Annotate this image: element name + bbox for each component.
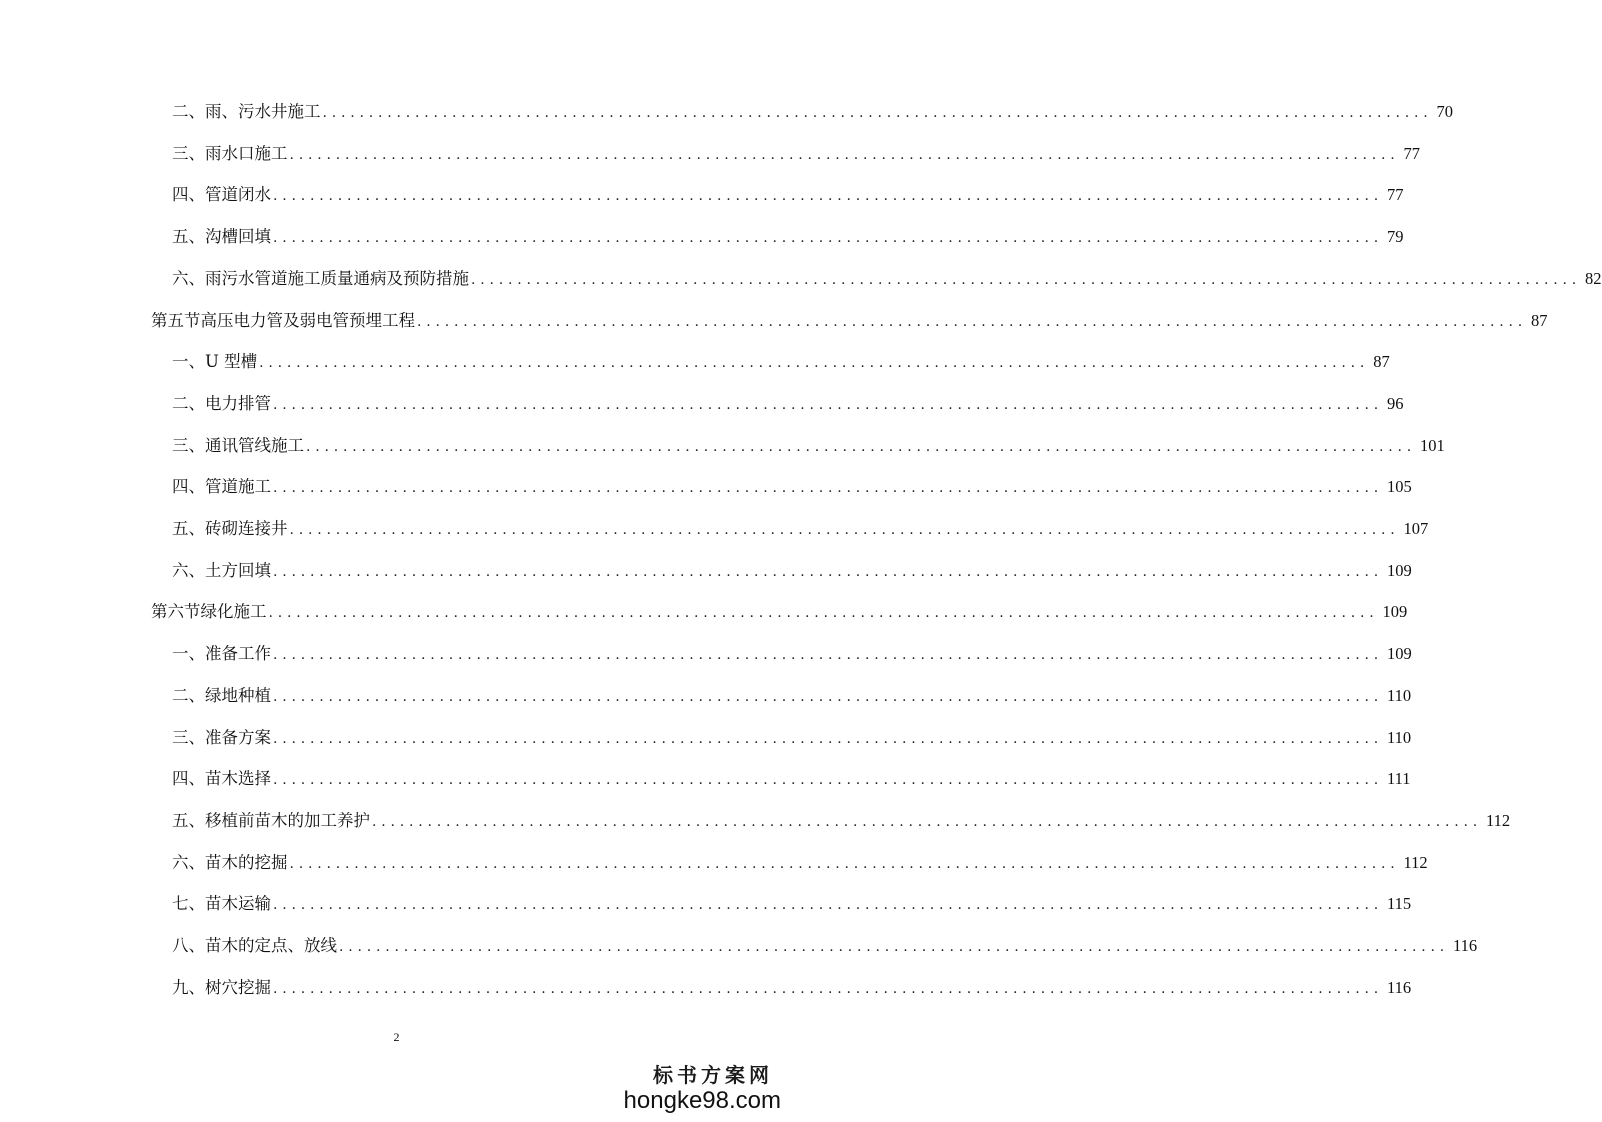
toc-leader-dots: ........................................................................................................................ <box>306 438 1417 455</box>
toc-entry-title: 二、绿地种植 <box>172 685 271 705</box>
toc-entry-page: 87 <box>1531 310 1548 330</box>
toc-entry-title: 第六节绿化施工 <box>151 602 267 622</box>
toc-entry-title: 九、树穴挖掘 <box>172 977 271 997</box>
toc-entry-page: 109 <box>1387 644 1412 664</box>
toc-leader-dots: ........................................................................................................................ <box>471 271 1582 288</box>
toc-entry-title: 三、通讯管线施工 <box>172 435 304 455</box>
toc-leader-dots: ........................................................................................................................ <box>273 897 1384 914</box>
toc-entry-title: 三、准备方案 <box>172 727 271 747</box>
watermark-url: hongke98.com <box>623 1087 781 1114</box>
toc-entry[interactable] <box>172 476 1412 499</box>
toc-leader-dots: ........................................................................................................................ <box>273 772 1384 789</box>
toc-leader-dots: ........................................................................................................................ <box>259 355 1370 372</box>
toc-leader-dots: ........................................................................................................................ <box>273 188 1384 205</box>
toc-entry[interactable] <box>172 852 1428 875</box>
toc-entry[interactable] <box>151 310 1548 333</box>
toc-entry-title: 六、土方回填 <box>172 560 271 580</box>
toc-entry-page: 109 <box>1387 560 1412 580</box>
toc-entry-page: 82 <box>1585 268 1602 288</box>
toc-entry[interactable] <box>172 768 1411 791</box>
toc-entry[interactable] <box>172 226 1404 249</box>
toc-leader-dots: ........................................................................................................................ <box>289 146 1400 163</box>
toc-entry-page: 77 <box>1387 185 1404 205</box>
toc-leader-dots: ........................................................................................................................ <box>273 980 1384 997</box>
toc-leader-dots: ........................................................................................................................ <box>268 605 1379 622</box>
toc-entry-page: 79 <box>1387 227 1404 247</box>
toc-entry-page: 111 <box>1387 769 1411 789</box>
toc-leader-dots: ........................................................................................................................ <box>289 855 1400 872</box>
toc-leader-dots: ........................................................................................................................ <box>417 313 1528 330</box>
toc-entry[interactable] <box>172 893 1412 916</box>
toc-entry-title: 三、雨水口施工 <box>172 143 288 163</box>
toc-entry-page: 115 <box>1387 894 1412 914</box>
toc-entry-title: 四、苗木选择 <box>172 769 271 789</box>
toc-entry-title: 二、电力排管 <box>172 393 271 413</box>
toc-entry[interactable] <box>151 601 1408 624</box>
toc-entry-page: 107 <box>1403 519 1429 538</box>
toc-entry-title: 四、管道施工 <box>172 477 271 497</box>
page-number: 2 <box>393 1030 400 1044</box>
toc-leader-dots: ........................................................................................................................ <box>372 813 1483 830</box>
toc-entry-page: 112 <box>1486 810 1511 830</box>
toc-entry[interactable] <box>172 143 1421 166</box>
toc-entry-page: 110 <box>1387 685 1412 705</box>
toc-entry[interactable] <box>172 518 1429 541</box>
toc-entry-page: 112 <box>1403 852 1428 872</box>
toc-entry[interactable] <box>172 935 1478 958</box>
toc-entry[interactable] <box>172 101 1454 124</box>
watermark <box>624 1059 781 1114</box>
toc-entry-page: 70 <box>1436 102 1454 121</box>
toc-entry-title: 六、苗木的挖掘 <box>172 852 288 872</box>
toc-entry-page: 96 <box>1387 393 1404 413</box>
toc-leader-dots: ........................................................................................................................ <box>273 480 1384 497</box>
toc-leader-dots: ........................................................................................................................ <box>273 647 1384 664</box>
toc-entry[interactable] <box>172 977 1412 1000</box>
toc-entry[interactable] <box>172 351 1390 374</box>
toc-entry-title: 四、管道闭水 <box>172 185 271 205</box>
toc-entry[interactable] <box>172 560 1412 583</box>
toc-entry-title: 五、砖砌连接井 <box>172 519 288 538</box>
toc-leader-dots: ........................................................................................................................ <box>273 563 1384 580</box>
toc-entry-title: 二、雨、污水井施工 <box>172 102 321 121</box>
toc-leader-dots: ........................................................................................................................ <box>273 688 1384 705</box>
toc-entry-page: 116 <box>1453 936 1478 955</box>
toc-entry-page: 77 <box>1403 143 1421 163</box>
toc-entry-page: 110 <box>1387 727 1412 747</box>
toc-entry-page: 105 <box>1387 477 1412 497</box>
toc-entry[interactable] <box>172 685 1412 708</box>
toc-entry-title: 八、苗木的定点、放线 <box>172 936 337 955</box>
toc-entry-page: 109 <box>1382 602 1408 622</box>
toc-entry[interactable] <box>172 184 1404 207</box>
toc-leader-dots: ........................................................................................................................ <box>289 522 1400 538</box>
watermark-name: 标书方案网 <box>653 1063 773 1087</box>
toc-entry[interactable] <box>172 435 1445 458</box>
toc-entry[interactable] <box>172 268 1602 291</box>
toc-leader-dots: ........................................................................................................................ <box>339 939 1450 955</box>
toc-leader-dots: ........................................................................................................................ <box>322 105 1433 121</box>
toc-entry-page: 87 <box>1373 352 1390 372</box>
toc-leader-dots: ........................................................................................................................ <box>273 396 1384 413</box>
toc-entry-title: 一、准备工作 <box>172 644 271 664</box>
toc-entry-title: 五、沟槽回填 <box>172 227 271 247</box>
toc-entry-title: 六、雨污水管道施工质量通病及预防措施 <box>172 268 469 288</box>
toc-entry-page: 101 <box>1420 435 1445 455</box>
toc-entry-title: 七、苗木运输 <box>172 894 271 914</box>
toc-entry-title: 第五节高压电力管及弱电管预埋工程 <box>151 310 415 330</box>
toc-entry[interactable] <box>172 393 1404 416</box>
toc-entry-title: 五、移植前苗木的加工养护 <box>172 810 370 830</box>
toc-leader-dots: ........................................................................................................................ <box>273 730 1384 747</box>
toc-entry-title: 一、U 型槽 <box>172 352 258 372</box>
toc-entry[interactable] <box>172 810 1511 833</box>
toc-entry-page: 116 <box>1387 977 1412 997</box>
toc-entry[interactable] <box>172 727 1412 750</box>
toc-leader-dots: ........................................................................................................................ <box>273 230 1384 247</box>
toc-entry[interactable] <box>172 643 1412 666</box>
